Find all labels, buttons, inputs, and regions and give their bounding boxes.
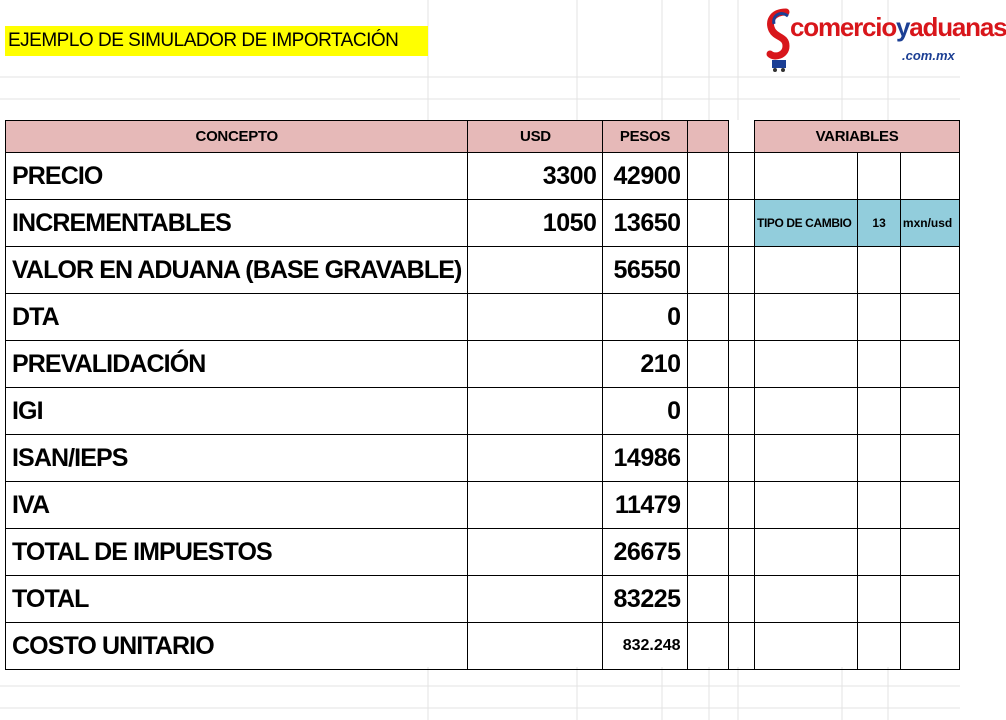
- empty-cell[interactable]: [687, 623, 728, 670]
- variable-cell[interactable]: [858, 153, 901, 200]
- variable-cell[interactable]: [858, 623, 901, 670]
- empty-cell[interactable]: [687, 388, 728, 435]
- variable-cell[interactable]: [858, 294, 901, 341]
- empty-cell[interactable]: [687, 576, 728, 623]
- pesos-cell[interactable]: 11479: [603, 482, 687, 529]
- variable-cell[interactable]: [858, 435, 901, 482]
- variable-cell[interactable]: [858, 388, 901, 435]
- usd-cell[interactable]: [468, 576, 603, 623]
- logo-wordmark: comercioyaduanas: [790, 12, 1006, 42]
- empty-cell[interactable]: [728, 200, 754, 247]
- empty-cell[interactable]: [687, 529, 728, 576]
- variable-cell[interactable]: [900, 388, 959, 435]
- table-row: [6, 435, 960, 482]
- variable-cell[interactable]: [858, 247, 901, 294]
- empty-cell[interactable]: [687, 294, 728, 341]
- variable-cell[interactable]: [900, 153, 959, 200]
- logo-emblem-icon: [766, 6, 792, 72]
- pesos-cell[interactable]: 210: [603, 341, 687, 388]
- variable-cell[interactable]: [755, 623, 858, 670]
- table-row: [6, 153, 960, 200]
- pesos-cell[interactable]: 832.248: [603, 623, 687, 670]
- empty-cell[interactable]: [728, 388, 754, 435]
- empty-cell[interactable]: [728, 294, 754, 341]
- usd-cell[interactable]: [468, 623, 603, 670]
- pesos-cell[interactable]: 42900: [603, 153, 687, 200]
- usd-cell[interactable]: [468, 435, 603, 482]
- empty-cell[interactable]: [728, 482, 754, 529]
- exchange-rate-label[interactable]: TIPO DE CAMBIO: [755, 200, 858, 247]
- empty-cell[interactable]: [687, 482, 728, 529]
- empty-cell[interactable]: [687, 200, 728, 247]
- table-row: [6, 388, 960, 435]
- usd-cell[interactable]: [468, 341, 603, 388]
- header-variables[interactable]: VARIABLES: [755, 121, 960, 153]
- concept-cell[interactable]: VALOR EN ADUANA (BASE GRAVABLE): [6, 247, 468, 294]
- empty-cell[interactable]: [728, 529, 754, 576]
- concept-cell[interactable]: IVA: [6, 482, 468, 529]
- table-row: [6, 482, 960, 529]
- header-concepto[interactable]: CONCEPTO: [6, 121, 468, 153]
- variable-cell[interactable]: [755, 576, 858, 623]
- variable-cell[interactable]: [858, 576, 901, 623]
- table-row: [6, 529, 960, 576]
- usd-cell[interactable]: [468, 247, 603, 294]
- usd-cell[interactable]: [468, 388, 603, 435]
- concept-cell[interactable]: INCREMENTABLES: [6, 200, 468, 247]
- empty-cell[interactable]: [728, 623, 754, 670]
- concept-cell[interactable]: TOTAL: [6, 576, 468, 623]
- variable-cell[interactable]: [755, 153, 858, 200]
- empty-cell[interactable]: [687, 247, 728, 294]
- import-simulator-table: [5, 120, 960, 670]
- header-row: [6, 121, 960, 153]
- comercioyaduanas-logo: [766, 4, 1006, 74]
- variable-cell[interactable]: [755, 388, 858, 435]
- usd-cell[interactable]: [468, 482, 603, 529]
- gap-cell[interactable]: [728, 121, 754, 153]
- variable-cell[interactable]: [858, 482, 901, 529]
- variable-cell[interactable]: [755, 341, 858, 388]
- table-row: [6, 576, 960, 623]
- pesos-cell[interactable]: 14986: [603, 435, 687, 482]
- pesos-cell[interactable]: 83225: [603, 576, 687, 623]
- pesos-cell[interactable]: 0: [603, 294, 687, 341]
- variable-cell[interactable]: [900, 623, 959, 670]
- header-empty-cell[interactable]: [687, 121, 728, 153]
- variable-cell[interactable]: [755, 294, 858, 341]
- table-row: [6, 200, 960, 247]
- exchange-rate-unit[interactable]: mxn/usd: [900, 200, 959, 247]
- empty-cell[interactable]: [728, 247, 754, 294]
- usd-cell[interactable]: 1050: [468, 200, 603, 247]
- table-row: [6, 294, 960, 341]
- empty-cell[interactable]: [728, 341, 754, 388]
- variable-cell[interactable]: [755, 482, 858, 529]
- exchange-rate-value[interactable]: 13: [858, 200, 901, 247]
- header-usd[interactable]: USD: [468, 121, 603, 153]
- empty-cell[interactable]: [687, 341, 728, 388]
- concept-cell[interactable]: DTA: [6, 294, 468, 341]
- variable-cell[interactable]: [755, 435, 858, 482]
- concept-cell[interactable]: PREVALIDACIÓN: [6, 341, 468, 388]
- variable-cell[interactable]: [900, 435, 959, 482]
- table-row: [6, 341, 960, 388]
- variable-cell[interactable]: [858, 529, 901, 576]
- pesos-cell[interactable]: 26675: [603, 529, 687, 576]
- concept-cell[interactable]: PRECIO: [6, 153, 468, 200]
- empty-cell[interactable]: [728, 576, 754, 623]
- variable-cell[interactable]: [755, 247, 858, 294]
- variable-cell[interactable]: [900, 247, 959, 294]
- empty-cell[interactable]: [728, 435, 754, 482]
- variable-cell[interactable]: [900, 576, 959, 623]
- variable-cell[interactable]: [900, 341, 959, 388]
- variable-cell[interactable]: [900, 529, 959, 576]
- table-row: [6, 623, 960, 670]
- variable-cell[interactable]: [858, 341, 901, 388]
- concept-cell[interactable]: COSTO UNITARIO: [6, 623, 468, 670]
- logo-domain: .com.mx: [902, 48, 955, 63]
- concept-cell[interactable]: IGI: [6, 388, 468, 435]
- header-pesos[interactable]: PESOS: [603, 121, 687, 153]
- table-row: [6, 247, 960, 294]
- usd-cell[interactable]: [468, 294, 603, 341]
- sheet-title: EJEMPLO DE SIMULADOR DE IMPORTACIÓN: [5, 26, 428, 56]
- pesos-cell[interactable]: 13650: [603, 200, 687, 247]
- pesos-cell[interactable]: 0: [603, 388, 687, 435]
- empty-cell[interactable]: [687, 153, 728, 200]
- concept-cell[interactable]: TOTAL DE IMPUESTOS: [6, 529, 468, 576]
- usd-cell[interactable]: [468, 529, 603, 576]
- variable-cell[interactable]: [900, 482, 959, 529]
- empty-cell[interactable]: [687, 435, 728, 482]
- concept-cell[interactable]: ISAN/IEPS: [6, 435, 468, 482]
- usd-cell[interactable]: 3300: [468, 153, 603, 200]
- empty-cell[interactable]: [728, 153, 754, 200]
- variable-cell[interactable]: [900, 294, 959, 341]
- pesos-cell[interactable]: 56550: [603, 247, 687, 294]
- variable-cell[interactable]: [755, 529, 858, 576]
